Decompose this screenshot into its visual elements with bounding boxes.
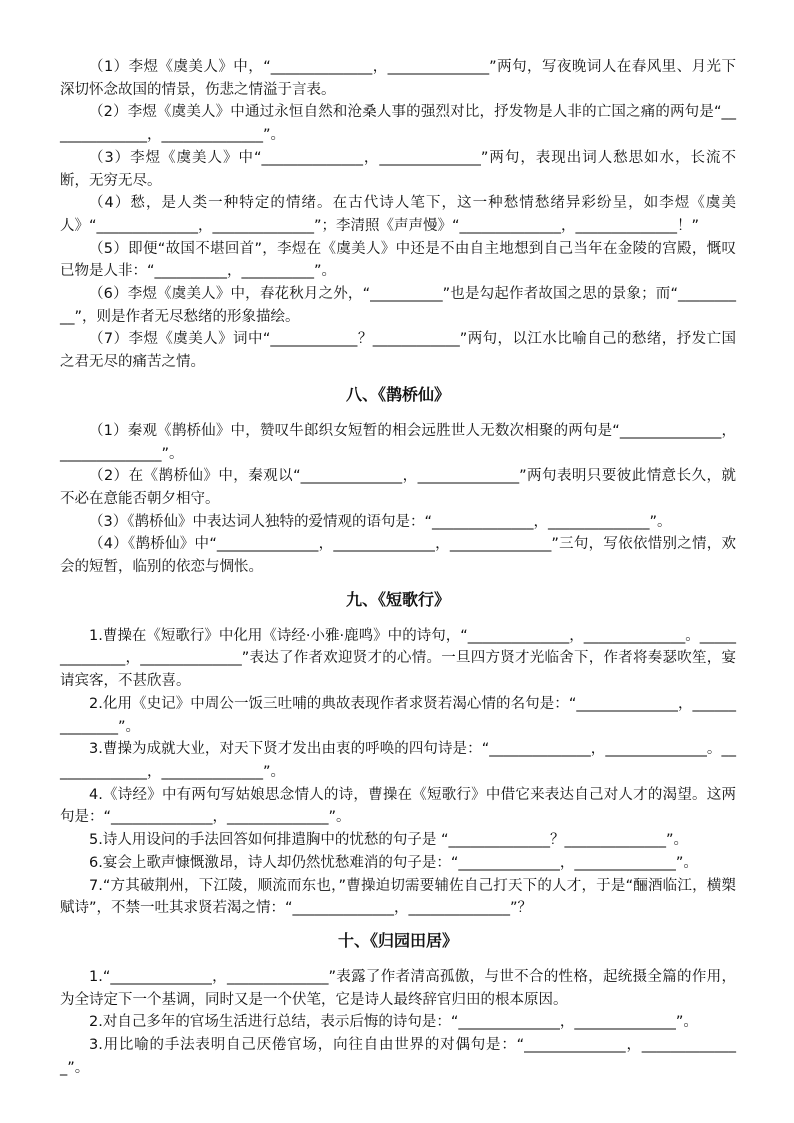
question-item: （5）即便“故国不堪回首”，李煜在《虞美人》中还是不由自主地想到自己当年在金陵的宫殿，慨叹已物是人非：“__________，__________”。	[60, 240, 736, 280]
question-item: 3.曹操为成就大业，对天下贤才发出由衷的呼唤的四句诗是：“______________，______________。______________，______________”。	[60, 741, 736, 780]
question-item: （6）李煜《虞美人》中，春花秋月之外，“__________”也是勾起作者故国之思的景象；而“__________”，则是作者无尽愁绪的形象描绘。	[60, 286, 736, 325]
section-heading: 八、《鹊桥仙》	[345, 384, 450, 404]
section-queqiaoxian	[60, 383, 736, 579]
question-item: 2.化用《史记》中周公一饭三吐哺的典故表现作者求贤若渴心情的名句是：“______________，______________”。	[60, 695, 736, 735]
question-item: （7）李煜《虞美人》词中“____________？____________”两句，以江水比喻自己的愁绪，抒发亡国之君无尽的痛苦之情。	[60, 331, 736, 371]
question-item: （4）愁，是人类一种特定的情绪。在古代诗人笔下，这一种愁情愁绪异彩纷呈，如李煜《虞美人》“______________，______________”；李清照《声声慢》“______________，______________！”	[60, 195, 736, 234]
question-item: （2）在《鹊桥仙》中，秦观以“______________，______________”两句表明只要彼此情意长久，就不必在意能否朝夕相守。	[60, 468, 736, 507]
section-yumeiren	[60, 56, 736, 374]
question-item: 6.宴会上歌声慷慨激昂，诗人却仍然忧愁难消的句子是：“______________，______________”。	[89, 854, 698, 871]
worksheet-page	[60, 56, 736, 1079]
question-item: （3）李煜《虞美人》中“______________，______________”两句，表现出词人愁思如水，长流不断，无穷无尽。	[60, 149, 736, 189]
question-item: （1）秦观《鹊桥仙》中，赞叹牛郎织女短暂的相会远胜世人无数次相聚的两句是“______________，______________”。	[60, 422, 736, 462]
question-item: （1）李煜《虞美人》中，“______________，______________”两句，写夜晚词人在春风里、月光下深切怀念故国的情景，伤悲之情溢于言表。	[60, 59, 736, 98]
section-guiyuantianju	[60, 929, 736, 1080]
question-item: 7.“方其破荆州，下江陵，顺流而东也，”曹操迫切需要辅佐自己打天下的人才，于是“酾酒临江，横槊赋诗”，不禁一吐其求贤若渴之情：“______________，______________”？	[60, 877, 736, 917]
section-heading: 九、《短歌行》	[345, 589, 450, 609]
question-item: （2）李煜《虞美人》中通过永恒自然和沧桑人事的强烈对比，抒发物是人非的亡国之痛的两句是“______________，______________”。	[60, 104, 736, 144]
section-heading: 十、《归园田居》	[337, 930, 458, 950]
question-item: 4.《诗经》中有两句写姑娘思念情人的诗，曹操在《短歌行》中借它来表达自己对人才的渴望。这两句是：“______________，______________”。	[60, 786, 736, 826]
question-item: 1.“______________，______________”表露了作者清高孤傲，与世不合的性格，起统摄全篇的作用，为全诗定下一个基调，同时又是一个伏笔，它是诗人最终辞官归田的根本原因。	[60, 968, 736, 1008]
question-item: （3）《鹊桥仙》中表达词人独特的爱情观的语句是：“______________，______________”。	[89, 513, 672, 530]
question-item: 1.曹操在《短歌行》中化用《诗经·小雅·鹿鸣》中的诗句，“______________，______________。______________，______________”表达了作者欢迎贤才的心情。一旦四方贤才光临舍下，作者将奏瑟吹笙，宴请宾客，不甚欣喜。	[60, 627, 736, 690]
question-item: （4）《鹊桥仙》中“______________，______________，______________”三句，写依依惜别之情，欢会的短暂，临别的依恋与惆怅。	[60, 536, 736, 576]
question-item: 2.对自己多年的官场生活进行总结，表示后悔的诗句是：“______________，______________”。	[89, 1014, 698, 1031]
section-duangexing	[60, 588, 736, 920]
question-item: 5.诗人用设问的手法回答如何排遣胸中的忧愁的句子是 “______________？______________”。	[89, 832, 688, 849]
question-item: 3.用比喻的手法表明自己厌倦官场，向往自由世界的对偶句是：“______________，______________”。	[60, 1037, 736, 1076]
